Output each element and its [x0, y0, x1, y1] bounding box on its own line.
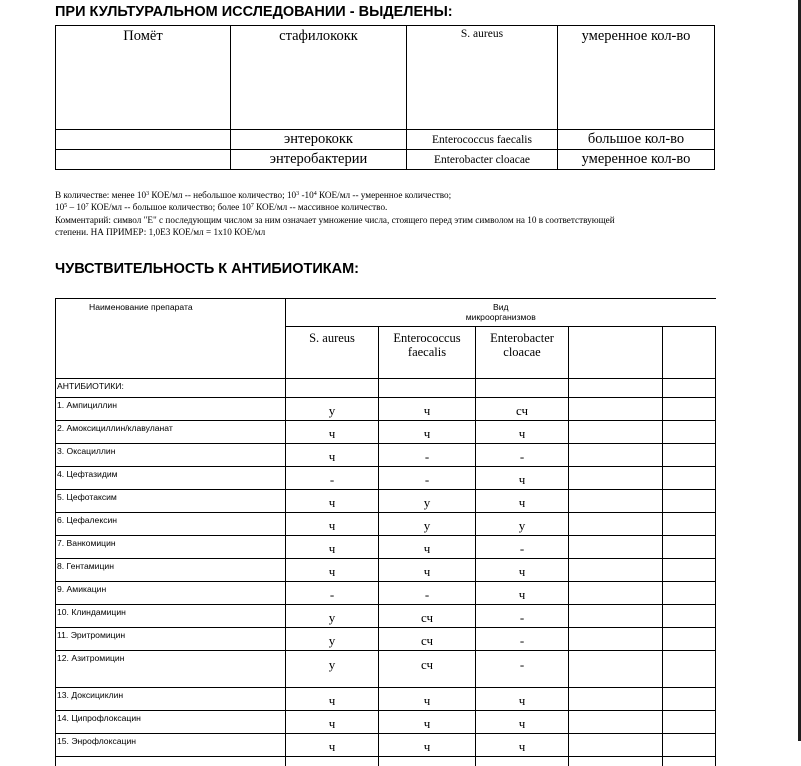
result-cell: [569, 444, 663, 467]
result-cell: -: [476, 444, 569, 467]
drug-name: 5. Цефотаксим: [56, 490, 286, 513]
result-cell: у: [286, 651, 379, 688]
table-row: [56, 444, 716, 467]
category-row: [56, 379, 716, 398]
result-cell: -: [379, 582, 476, 605]
table-row: [56, 582, 716, 605]
result-cell: [663, 582, 716, 605]
result-cell: [663, 688, 716, 711]
result-cell: ч: [286, 734, 379, 757]
result-cell: [663, 467, 716, 490]
notes-comment: Комментарий: символ "Е" с последующим числом за ним означает умножение числа, стоящего перед этим символом на 10 в соответствующей: [55, 214, 755, 226]
table-row: [56, 467, 716, 490]
result-cell: [663, 398, 716, 421]
amount-cell: умеренное кол-во: [558, 26, 715, 130]
quantity-notes: [55, 189, 755, 239]
result-cell: ч: [476, 559, 569, 582]
result-cell: ч: [379, 421, 476, 444]
result-cell: ч: [286, 490, 379, 513]
result-cell: [663, 651, 716, 688]
table-row: [56, 711, 716, 734]
table-row: [56, 734, 716, 757]
table-row-continuation: [56, 757, 716, 766]
table-row: [56, 398, 716, 421]
sensitivity-section-title: ЧУВСТВИТЕЛЬНОСТЬ К АНТИБИОТИКАМ:: [55, 261, 359, 277]
table-row: [56, 605, 716, 628]
result-cell: ч: [379, 398, 476, 421]
header-row: [56, 299, 716, 327]
result-cell: [569, 421, 663, 444]
drug-name: 14. Ципрофлоксацин: [56, 711, 286, 734]
result-cell: [569, 513, 663, 536]
result-cell: -: [379, 444, 476, 467]
species-header: S. aureus: [286, 327, 379, 379]
result-cell: [569, 536, 663, 559]
notes-line-1: В количестве: менее $10^3$ КОЕ/мл -- небольшое количество; $10^3$ $-10^4$ КОЕ/мл -- умеренное количество;: [55, 189, 755, 201]
species-header: [569, 327, 663, 379]
drug-name: 15. Энрофлоксацин: [56, 734, 286, 757]
result-cell: ч: [476, 421, 569, 444]
drug-name: 11. Эритромицин: [56, 628, 286, 651]
result-cell: -: [476, 605, 569, 628]
result-cell: [663, 559, 716, 582]
result-cell: [569, 734, 663, 757]
result-cell: -: [476, 628, 569, 651]
result-cell: ч: [286, 559, 379, 582]
material-cell: [56, 150, 231, 170]
result-cell: ч: [476, 734, 569, 757]
result-cell: ч: [379, 711, 476, 734]
isolate-row: [56, 26, 715, 130]
species-header: Enterococcus faecalis: [379, 327, 476, 379]
antibiotic-sensitivity-table: [55, 298, 716, 766]
drug-name: 10. Клиндамицин: [56, 605, 286, 628]
drug-name: 4. Цефтазидим: [56, 467, 286, 490]
amount-cell: большое кол-во: [558, 130, 715, 150]
result-cell: у: [476, 513, 569, 536]
result-cell: [569, 490, 663, 513]
result-cell: [569, 559, 663, 582]
isolate-row: [56, 150, 715, 170]
result-cell: ч: [476, 490, 569, 513]
material-cell: [56, 130, 231, 150]
result-cell: [569, 711, 663, 734]
group-cell: стафилококк: [231, 26, 407, 130]
drug-name: 9. Амикацин: [56, 582, 286, 605]
result-cell: ч: [286, 421, 379, 444]
result-cell: у: [286, 605, 379, 628]
result-cell: -: [379, 467, 476, 490]
table-row: [56, 421, 716, 444]
result-cell: у: [379, 490, 476, 513]
result-cell: -: [476, 536, 569, 559]
result-cell: -: [476, 651, 569, 688]
result-cell: [569, 398, 663, 421]
amount-cell: умеренное кол-во: [558, 150, 715, 170]
result-cell: ч: [379, 734, 476, 757]
result-cell: ч: [379, 559, 476, 582]
category-label: АНТИБИОТИКИ:: [56, 379, 286, 398]
drug-name: 7. Ванкомицин: [56, 536, 286, 559]
result-cell: [569, 628, 663, 651]
drug-name: 1. Ампициллин: [56, 398, 286, 421]
result-cell: сч: [379, 628, 476, 651]
result-cell: [663, 490, 716, 513]
table-row: [56, 536, 716, 559]
drug-name: 8. Гентамицин: [56, 559, 286, 582]
result-cell: ч: [286, 513, 379, 536]
result-cell: ч: [379, 536, 476, 559]
result-cell: [569, 467, 663, 490]
table-row: [56, 651, 716, 688]
result-cell: сч: [379, 605, 476, 628]
species-group-header: Вид микроорганизмов: [286, 299, 716, 327]
result-cell: сч: [379, 651, 476, 688]
table-row: [56, 628, 716, 651]
drug-name: 6. Цефалексин: [56, 513, 286, 536]
result-cell: [663, 421, 716, 444]
result-cell: -: [286, 467, 379, 490]
result-cell: ч: [476, 711, 569, 734]
table-row: [56, 559, 716, 582]
result-cell: [663, 444, 716, 467]
drug-name: 3. Оксациллин: [56, 444, 286, 467]
result-cell: [569, 688, 663, 711]
result-cell: [663, 605, 716, 628]
isolate-row: [56, 130, 715, 150]
result-cell: [663, 711, 716, 734]
result-cell: ч: [286, 536, 379, 559]
species-header: Enterobacter cloacae: [476, 327, 569, 379]
drug-name-header: Наименование препарата: [56, 299, 286, 379]
drug-name: 13. Доксициклин: [56, 688, 286, 711]
isolates-section-title: ПРИ КУЛЬТУРАЛЬНОМ ИССЛЕДОВАНИИ - ВЫДЕЛЕНЫ:: [55, 4, 453, 20]
result-cell: ч: [379, 688, 476, 711]
result-cell: ч: [286, 688, 379, 711]
result-cell: [663, 513, 716, 536]
result-cell: [663, 734, 716, 757]
result-cell: [569, 651, 663, 688]
table-row: [56, 688, 716, 711]
notes-example: степени. НА ПРИМЕР: 1,0Е3 КОЕ/мл = 1х10 КОЕ/мл: [55, 226, 755, 238]
species-cell: S. aureus: [407, 26, 558, 130]
result-cell: ч: [476, 467, 569, 490]
group-cell: энтерококк: [231, 130, 407, 150]
result-cell: ч: [476, 582, 569, 605]
result-cell: ч: [286, 444, 379, 467]
result-cell: -: [286, 582, 379, 605]
species-cell: Enterobacter cloacae: [407, 150, 558, 170]
result-cell: у: [286, 398, 379, 421]
table-row: [56, 490, 716, 513]
result-cell: у: [379, 513, 476, 536]
species-cell: Enterococcus faecalis: [407, 130, 558, 150]
drug-name: 12. Азитромицин: [56, 651, 286, 688]
result-cell: у: [286, 628, 379, 651]
group-cell: энтеробактерии: [231, 150, 407, 170]
result-cell: [663, 536, 716, 559]
result-cell: ч: [286, 711, 379, 734]
result-cell: ч: [476, 688, 569, 711]
drug-name: 2. Амоксициллин/клавуланат: [56, 421, 286, 444]
species-header: [663, 327, 716, 379]
result-cell: [569, 605, 663, 628]
result-cell: [569, 582, 663, 605]
table-row: [56, 513, 716, 536]
result-cell: [663, 628, 716, 651]
notes-line-2: $10^5 - 10^7$ КОЕ/мл -- большое количество; более $10^7$ КОЕ/мл -- массивное количество.: [55, 201, 755, 213]
result-cell: сч: [476, 398, 569, 421]
isolates-table: [55, 25, 715, 170]
material-cell: Помёт: [56, 26, 231, 130]
